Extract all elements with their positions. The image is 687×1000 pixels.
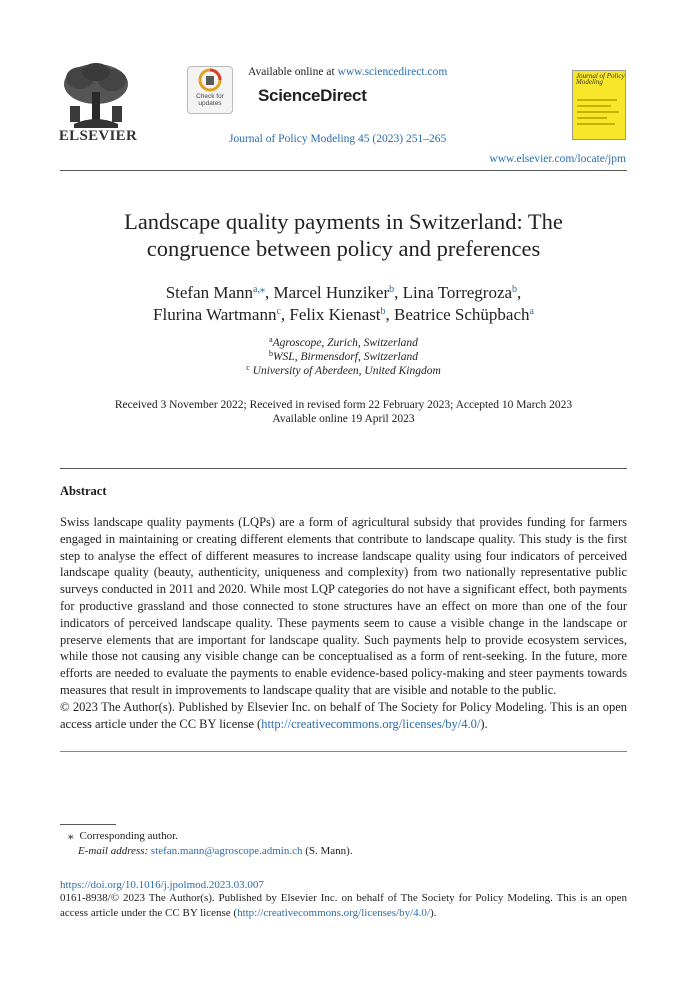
author-affil-marker[interactable]: b <box>389 284 395 295</box>
available-prefix: Available online at <box>248 66 335 78</box>
header-divider <box>60 170 627 171</box>
abstract-license: © 2023 The Author(s). Published by Elsevier Inc. on behalf of The Society for Policy Modeling. This is an open access article under the CC BY license (http://creativecommons.org/licenses/by/4.0/). <box>60 699 627 731</box>
author-affil-marker[interactable]: a <box>529 306 534 317</box>
author-name: Beatrice Schüpbach <box>394 305 530 324</box>
affiliation-list <box>60 336 627 378</box>
affiliation-item: $^a$Agroscope, Zurich, Switzerland <box>269 335 418 349</box>
article-history <box>60 398 627 426</box>
author-affil-marker[interactable]: a,⁎ <box>253 284 265 295</box>
author-affil-marker[interactable]: c <box>276 306 281 317</box>
journal-cover-thumbnail[interactable] <box>572 70 626 140</box>
abstract-heading: Abstract <box>60 484 107 498</box>
author-affil-marker[interactable]: b <box>380 306 386 317</box>
cover-title: Journal of Policy Modeling <box>576 72 625 86</box>
author-list <box>60 282 627 326</box>
elsevier-wordmark: ELSEVIER <box>58 128 138 144</box>
author-name: Felix Kienast <box>289 305 381 324</box>
abstract-body <box>60 514 627 732</box>
paper-title <box>60 208 627 262</box>
copyright-issn-line: 0161-8938/© 2023 The Author(s). Published by Elsevier Inc. on behalf of The Society for Policy Modeling. This is an open access article under the CC BY license (http://creativecommons.org/licenses/by/4.0/). <box>60 892 627 919</box>
doi-link[interactable]: https://doi.org/10.1016/j.jpolmod.2023.03.007 <box>60 879 264 891</box>
title-line-1: Landscape quality payments in Switzerland: The <box>124 209 563 234</box>
received-dates: Received 3 November 2022; Received in revised form 22 February 2023; Accepted 10 March 2023 <box>114 399 573 411</box>
check-updates-icon <box>188 67 232 93</box>
sciencedirect-link[interactable]: www.sciencedirect.com <box>337 66 448 78</box>
available-online-date: Available online 19 April 2023 <box>272 413 415 425</box>
license-link[interactable]: http://creativecommons.org/licenses/by/4.0/ <box>261 716 481 731</box>
footnote-divider <box>60 824 116 825</box>
author-name: Stefan Mann <box>165 283 254 302</box>
author-name: Marcel Hunziker <box>273 283 390 302</box>
journal-citation-link[interactable]: Journal of Policy Modeling 45 (2023) 251–265 <box>229 133 447 145</box>
author-affil-marker[interactable]: b <box>512 284 518 295</box>
check-for-updates-badge[interactable] <box>187 66 233 114</box>
author-line-2: Flurina Wartmann$^c$, Felix Kienast$^b$, Beatrice Schüpbach$^a$ <box>153 305 534 324</box>
available-online-line <box>248 66 447 78</box>
abstract-bottom-divider <box>60 751 627 752</box>
affiliation-item: $^b$WSL, Birmensdorf, Switzerland <box>268 349 419 363</box>
title-line-2: congruence between policy and preferences <box>146 236 541 261</box>
journal-homepage-link[interactable]: www.elsevier.com/locate/jpm <box>489 153 626 165</box>
abstract-top-divider <box>60 468 627 469</box>
author-email-link[interactable]: stefan.mann@agroscope.admin.ch <box>150 845 303 857</box>
author-name: Flurina Wartmann <box>153 305 277 324</box>
footer-license-link[interactable]: http://creativecommons.org/licenses/by/4.0/ <box>237 907 430 919</box>
corresponding-author-footnote: ⁎ Corresponding author. E-mail address: stefan.mann@agroscope.admin.ch (S. Mann). <box>60 829 353 859</box>
footnote-marker: ⁎ <box>68 830 74 842</box>
affiliation-item: $^c$ University of Aberdeen, United Kingdom <box>246 363 441 377</box>
author-name: Lina Torregroza <box>402 283 513 302</box>
abstract-text: Swiss landscape quality payments (LQPs) are a form of agricultural subsidy that provides funding for farmers engaged in maintaining or creating different elements that contribute to landscape quality. This study is the first step to analyse the effect of different measures to increase landscape quality using four indicators of perceived landscape quality (beauty, authenticity, uniqueness and complexity) from two nationally representative public surveys conducted in 2011 and 2020. While most LQP categories do not have a significant effect, both payments for productive grassland and those connected to stone structures have an effect on more than one of the four indicators of perceived landscape quality. These payments seem to cause a visible change in the landscape or preserve elements that are important for landscape quality. Such payments help to provide ecosystem services, while those not causing any visible change can be conceptualised as a form of rent-seeking. In the future, more efforts are needed to evaluate the payments to enable evidence-based policy-making and steer payments towards measures that result in improvements to landscape quality that are visible and notable to the public. <box>60 515 627 697</box>
check-updates-label: Check for updates <box>196 93 224 107</box>
sciencedirect-wordmark: ScienceDirect <box>258 86 367 105</box>
author-line-1: Stefan Mann$^{a,⁎}$, Marcel Hunziker$^b$, Lina Torregroza$^b$, <box>165 283 522 302</box>
